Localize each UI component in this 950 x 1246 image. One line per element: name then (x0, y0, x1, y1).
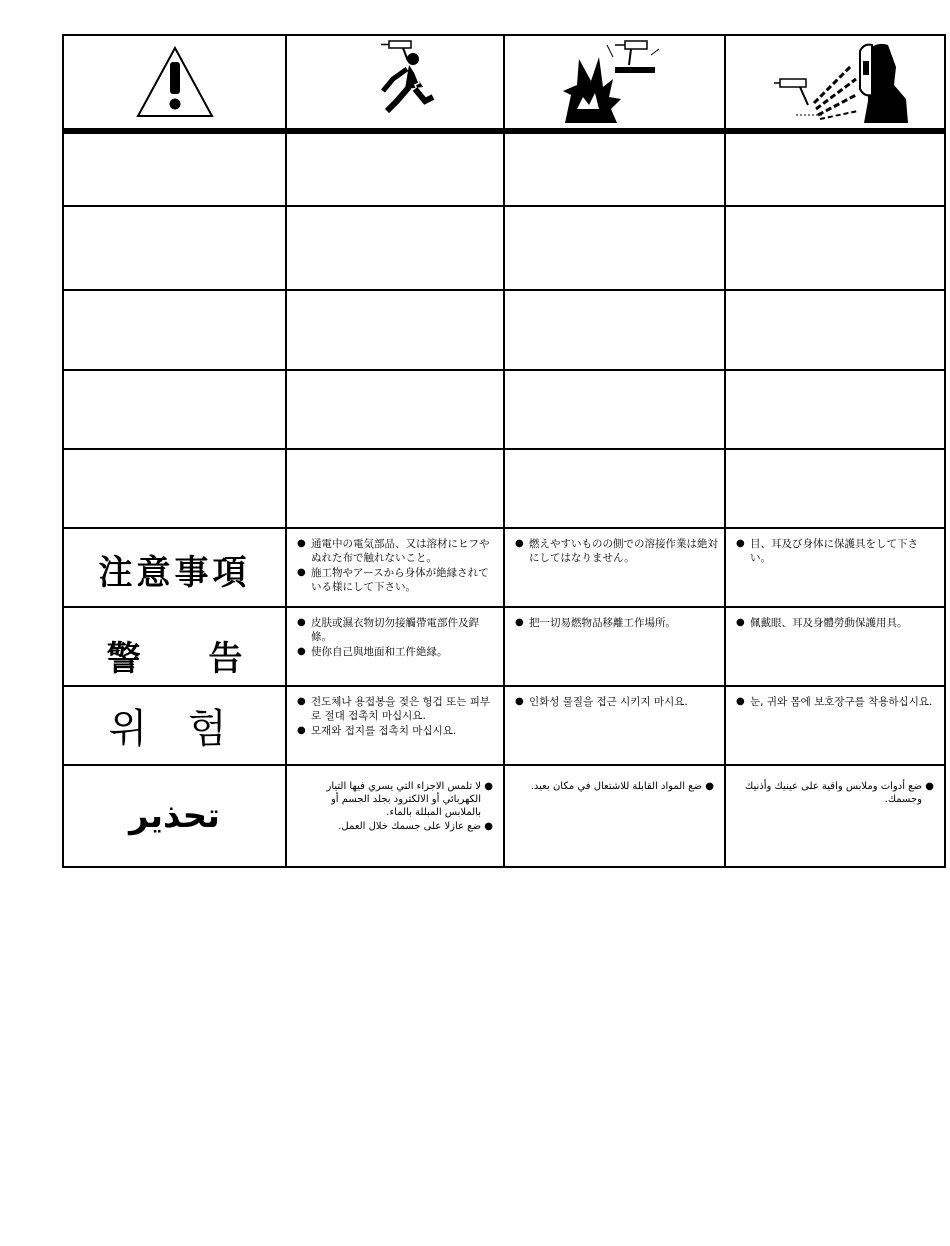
blank-cell (63, 370, 286, 449)
blank-cell (504, 131, 725, 206)
shock-warning-cell (286, 528, 504, 607)
warning-text: ● ضع المواد القابلة للاشتعال في مكان بعيد. (511, 780, 714, 793)
warning-text: ● 把一切易燃物品移離工作場所。 (515, 616, 718, 630)
blank-cell (63, 131, 286, 206)
shock-warning-cell (286, 607, 504, 686)
fire-explosion-icon (555, 39, 675, 125)
shock-warning-cell (286, 686, 504, 765)
fire-warning-cell (504, 528, 725, 607)
blank-cell (725, 131, 945, 206)
rays-warning-cell (725, 607, 945, 686)
warning-text: ● ضع أدوات وملابس واقية على عينيك وأذنيك وجسمك. (732, 780, 934, 806)
electric-shock-icon (345, 39, 445, 125)
row-chinese (63, 607, 945, 686)
blank-cell (725, 449, 945, 528)
blank-cell (63, 449, 286, 528)
icon-cell-warning (63, 35, 286, 131)
warning-text: ● لا تلمس الاجزاء التي يسري فيها التيار الكهربائي أو الالكترود بجلد الجسم أو بالملابس المبللة بالماء. (293, 780, 493, 819)
welding-rays-helmet-icon (760, 39, 910, 125)
language-label: 警 告 (63, 607, 286, 686)
fire-warning-cell (504, 607, 725, 686)
language-label: 위 험 (63, 686, 286, 765)
warning-text: ● 目、耳及び身体に保護具をして下さい。 (736, 537, 938, 565)
warning-text: ● ضع عازلا على جسمك خلال العمل. (293, 820, 493, 833)
language-label: 注意事項 (63, 528, 286, 607)
icon-row (63, 35, 945, 131)
rays-warning-cell (725, 686, 945, 765)
warning-text: ● 전도체나 용접봉을 젖은 헝겁 또는 피부로 절대 접촉치 마십시요. (297, 695, 497, 723)
blank-cell (504, 370, 725, 449)
icon-cell-shock (286, 35, 504, 131)
warning-text: ● 인화성 물질을 접근 시키지 마시요. (515, 695, 718, 709)
blank-cell (286, 206, 504, 290)
rays-warning-cell (725, 765, 945, 867)
blank-cell (286, 370, 504, 449)
blank-cell (504, 449, 725, 528)
warning-text: ● 燃えやすいものの側での溶接作業は絶対にしてはなりません。 (515, 537, 718, 565)
rays-warning-cell (725, 528, 945, 607)
row-korean (63, 686, 945, 765)
blank-cell (286, 449, 504, 528)
warning-text: ● 佩戴眼、耳及身體勞動保護用具。 (736, 616, 938, 630)
warning-text: ● 通電中の電気部品、又は溶材にヒフやぬれた布で触れないこと。 (297, 537, 497, 565)
fire-warning-cell (504, 765, 725, 867)
icon-cell-rays (725, 35, 945, 131)
warning-text: ● 使你自己與地面和工件絶縁。 (297, 645, 497, 659)
blank-cell (286, 290, 504, 370)
warning-triangle-icon (135, 44, 215, 120)
language-label: تحذير (63, 765, 286, 867)
blank-cell (725, 370, 945, 449)
icon-cell-fire (504, 35, 725, 131)
shock-warning-cell (286, 765, 504, 867)
blank-cell (63, 206, 286, 290)
warning-text: ● 皮肤或濕衣物切勿接觸帶電部件及銲條。 (297, 616, 497, 644)
blank-cell (63, 290, 286, 370)
safety-warning-table (62, 34, 946, 868)
blank-cell (725, 206, 945, 290)
blank-cell (504, 290, 725, 370)
blank-cell (504, 206, 725, 290)
row-japanese (63, 528, 945, 607)
blank-cell (725, 290, 945, 370)
warning-text: ● 모재와 접지를 접촉치 마십시요. (297, 724, 497, 738)
warning-text: ● 施工物やアースから身体が絶縁されている様にして下さい。 (297, 566, 497, 594)
blank-cell (286, 131, 504, 206)
warning-text: ● 눈, 귀와 몸에 보호장구를 착용하십시요. (736, 695, 938, 709)
fire-warning-cell (504, 686, 725, 765)
row-arabic (63, 765, 945, 867)
